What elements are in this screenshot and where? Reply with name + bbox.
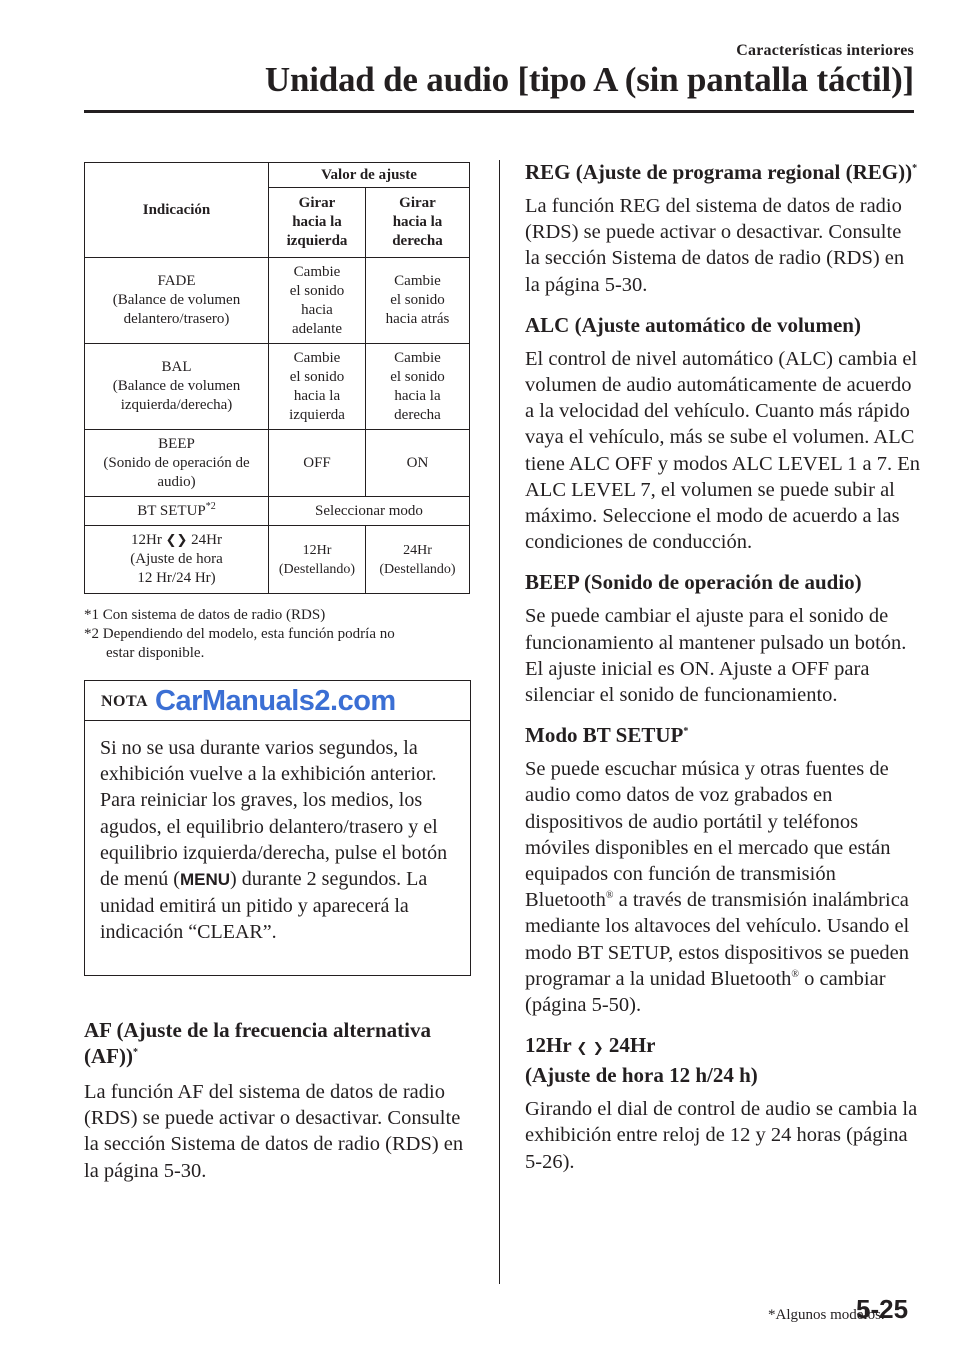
note-text: Si no se usa durante varios segundos, la exhibición vuelve a la exhibición anterior. Para reiniciar los graves, los medios, los agudos, el equilibrio delantero/trasero y el equilibrio izquierda/derecha, pulse el botón de menú (MENU) durante 2 segundos. La unidad emitirá un pitido y aparecerá la indicación “CLEAR”.	[100, 737, 448, 944]
page-number: 5-25	[856, 1294, 909, 1324]
page-title: Unidad de audio [tipo A (sin pantalla táctil)]	[264, 60, 914, 99]
bt-heading: Modo BT SETUP*	[525, 723, 689, 748]
af-section	[84, 1017, 474, 1184]
footer-note: *Algunos modelos.	[768, 1307, 885, 1323]
hr-heading: 12Hr ❮ ❯ 24Hr	[525, 1033, 656, 1058]
chevron-left-icon: ❮	[576, 1041, 588, 1057]
right-column	[525, 159, 920, 1189]
cell-indication: BT SETUP$^{*2}$	[85, 497, 269, 526]
table-head-left: Girar hacia la izquierda	[269, 188, 366, 258]
chevron-left-icon: ❮	[165, 533, 177, 548]
bt-text: Se puede escuchar música y otras fuentes de audio como datos de voz grabados en dispositivos de audio portátil y teléfonos móviles disponibles en el mercado que están equipados con función de transmisión Bluetooth® a través de transmisión inalámbrica mediante los altavoces del vehículo. Usando el modo BT SETUP, estos dispositivos se pueden programar a la unidad Bluetooth® o cambiar (página 5-50).	[525, 758, 910, 1017]
hr-heading-2: (Ajuste de hora 12 h/24 h)	[525, 1063, 758, 1088]
cell-indication: 12Hr ❮❯ 24Hr (Ajuste de hora 12 Hr/24 Hr)	[85, 526, 269, 594]
hr-text: Girando el dial de control de audio se cambia la exhibición entre reloj de 12 y 24 horas (página 5-26).	[525, 1098, 918, 1173]
table-row	[85, 258, 470, 344]
cell-left: Cambie el sonido hacia adelante	[269, 258, 366, 344]
cell-left: OFF	[269, 430, 366, 497]
note-header	[85, 681, 470, 721]
cell-left: 12Hr (Destellando)	[269, 526, 366, 594]
cell-right: Cambie el sonido hacia la derecha	[366, 344, 470, 430]
reg-text: La función REG del sistema de datos de radio (RDS) se puede activar o desactivar. Consulte la sección Sistema de datos de radio (RDS) en la página 5-30.	[525, 195, 905, 296]
footnotes	[84, 606, 474, 663]
cell-right: Cambie el sonido hacia atrás	[366, 258, 470, 344]
footnote-2-cont: estar disponible.	[106, 645, 205, 661]
table-head-indicacion: Indicación	[85, 163, 269, 258]
af-text: La función AF del sistema de datos de radio (RDS) se puede activar o desactivar. Consulte la sección Sistema de datos de radio (RDS) en la página 5-30.	[84, 1081, 464, 1182]
reg-heading: REG (Ajuste de programa regional (REG))*	[525, 160, 918, 184]
menu-button-icon: MENU	[179, 870, 231, 890]
cell-indication: FADE (Balance de volumen delantero/trasero)	[85, 258, 269, 344]
beep-text: Se puede cambiar el ajuste para el sonido de funcionamiento al mantener pulsado un botón. El ajuste inicial es ON. Ajuste a OFF para silenciar el sonido de funcionamiento.	[525, 605, 907, 707]
table-head-valor: Valor de ajuste	[269, 163, 470, 188]
chevron-right-icon: ❯	[592, 1041, 604, 1057]
cell-indication: BAL (Balance de volumen izquierda/derecha)	[85, 344, 269, 430]
cell-value: Seleccionar modo	[269, 497, 470, 526]
cell-indication: BEEP (Sonido de operación de audio)	[85, 430, 269, 497]
af-heading: AF (Ajuste de la frecuencia alternativa (AF))*	[84, 1018, 432, 1068]
footnote-2: *2 Dependiendo del modelo, esta función podría no	[84, 626, 395, 642]
alc-text: El control de nivel automático (ALC) cambia el volumen de audio automáticamente de acuerdo a la velocidad del vehículo. Cuanto más rápido vaya el vehículo, más se sube el volumen. ALC tiene ALC OFF y modos ALC LEVEL 1 a 7. En ALC LEVEL 7, el volumen se puede subir al máximo. Seleccione el modo de acuerdo a las condiciones de conducción.	[525, 347, 920, 554]
chevron-right-icon: ❯	[176, 533, 188, 548]
note-box	[84, 680, 471, 976]
header-rule	[84, 110, 914, 113]
alc-heading: ALC (Ajuste automático de volumen)	[525, 312, 861, 337]
table-row	[85, 344, 470, 430]
settings-table	[84, 162, 470, 594]
watermark-logo: CarManuals2.com	[155, 685, 396, 717]
table-row	[85, 430, 470, 497]
cell-left: Cambie el sonido hacia la izquierda	[269, 344, 366, 430]
beep-heading: BEEP (Sonido de operación de audio)	[525, 570, 862, 595]
table-row	[85, 526, 470, 594]
table-head-right: Girar hacia la derecha	[366, 188, 470, 258]
column-divider	[499, 160, 500, 1284]
table-row	[85, 497, 470, 526]
cell-right: 24Hr (Destellando)	[366, 526, 470, 594]
note-label: NOTA	[101, 693, 149, 710]
cell-right: ON	[366, 430, 470, 497]
section-label: Características interiores	[736, 42, 914, 59]
footnote-1: *1 Con sistema de datos de radio (RDS)	[84, 607, 326, 623]
